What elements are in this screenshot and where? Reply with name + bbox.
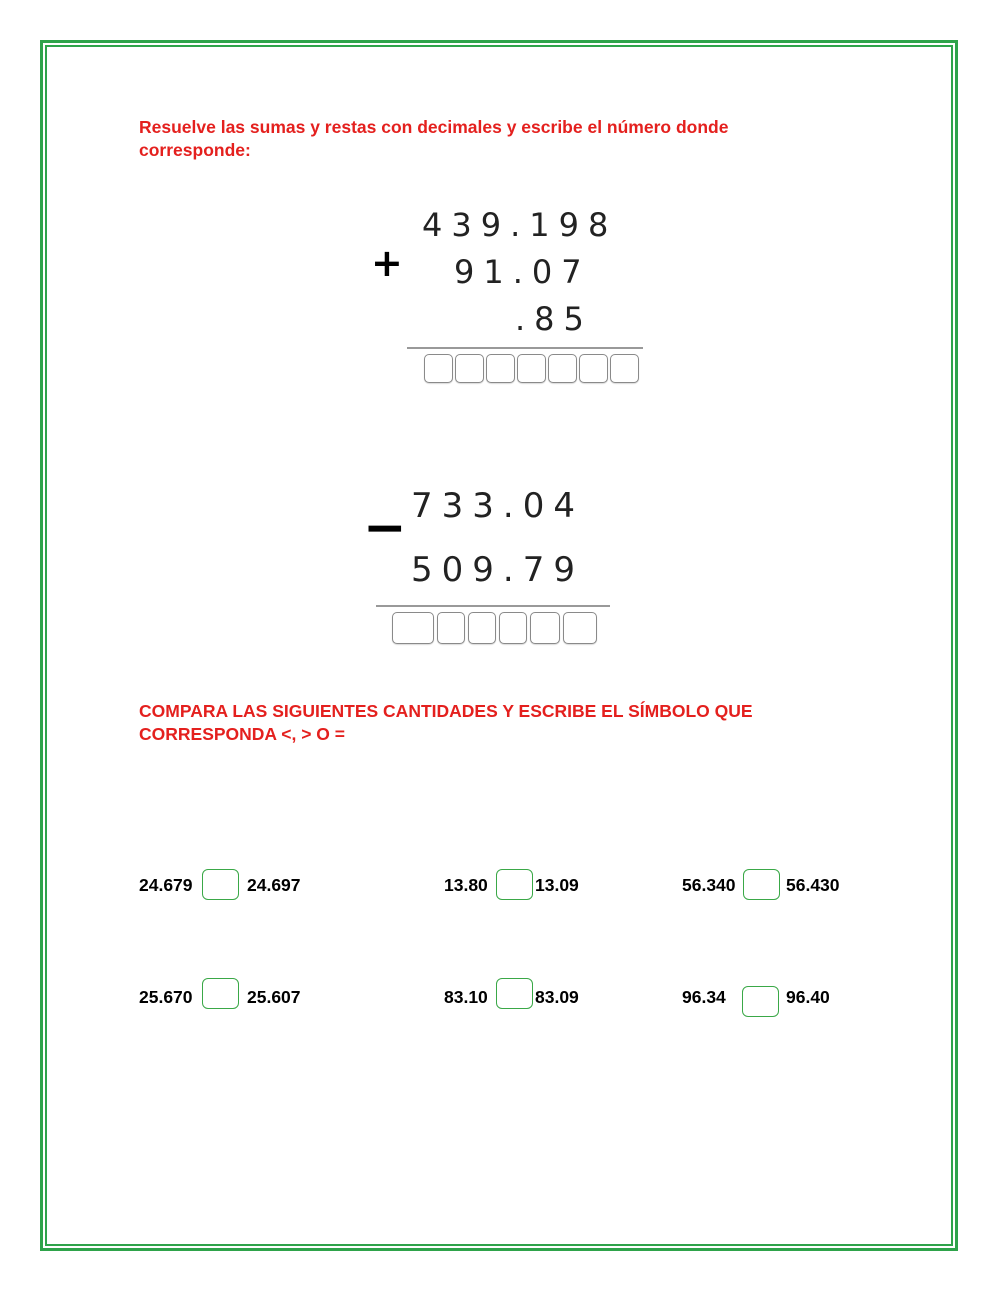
difference-digit-box[interactable] [530, 612, 560, 644]
compare-right-value: 13.09 [535, 875, 579, 895]
plus-operator: + [371, 241, 403, 285]
minus-operator: − [363, 498, 407, 558]
difference-digit-box[interactable] [468, 612, 496, 644]
difference-digit-box[interactable] [563, 612, 597, 644]
sum-line [407, 347, 643, 349]
compare-left-value: 25.670 [139, 987, 193, 1007]
compare-symbol-box[interactable] [496, 978, 533, 1009]
compare-symbol-box[interactable] [496, 869, 533, 900]
instruction-compare: COMPARA LAS SIGUIENTES CANTIDADES Y ESCRIBE EL SÍMBOLO QUE CORRESPONDA <, > O = [139, 701, 753, 744]
sum-digit-box[interactable] [610, 354, 639, 383]
compare-right-value: 83.09 [535, 987, 579, 1007]
compare-left-value: 83.10 [444, 987, 488, 1007]
compare-left-value: 96.34 [682, 987, 726, 1007]
addend-3: .85 [515, 300, 593, 338]
compare-symbol-box[interactable] [742, 986, 779, 1017]
sum-digit-box[interactable] [517, 354, 546, 383]
sum-digit-box[interactable] [424, 354, 453, 383]
instruction-sums: Resuelve las sumas y restas con decimales y escribe el número donde corresponde: [139, 117, 729, 160]
difference-line [376, 605, 610, 607]
compare-right-value: 56.430 [786, 875, 840, 895]
sum-digit-box[interactable] [579, 354, 608, 383]
compare-right-value: 25.607 [247, 987, 301, 1007]
difference-digit-box[interactable] [392, 612, 434, 644]
minuend: 733.04 [411, 486, 584, 526]
compare-symbol-box[interactable] [202, 869, 239, 900]
addend-1: 439.198 [422, 206, 618, 244]
sum-answer-boxes [424, 354, 639, 383]
compare-right-value: 24.697 [247, 875, 301, 895]
sum-digit-box[interactable] [548, 354, 577, 383]
compare-symbol-box[interactable] [743, 869, 780, 900]
sum-digit-box[interactable] [455, 354, 484, 383]
compare-right-value: 96.40 [786, 987, 830, 1007]
compare-left-value: 24.679 [139, 875, 193, 895]
addend-2: 91.07 [454, 253, 591, 291]
sum-digit-box[interactable] [486, 354, 515, 383]
difference-answer-boxes [392, 612, 597, 644]
difference-digit-box[interactable] [499, 612, 527, 644]
subtrahend: 509.79 [411, 550, 584, 590]
compare-left-value: 56.340 [682, 875, 736, 895]
compare-symbol-box[interactable] [202, 978, 239, 1009]
compare-left-value: 13.80 [444, 875, 488, 895]
difference-digit-box[interactable] [437, 612, 465, 644]
